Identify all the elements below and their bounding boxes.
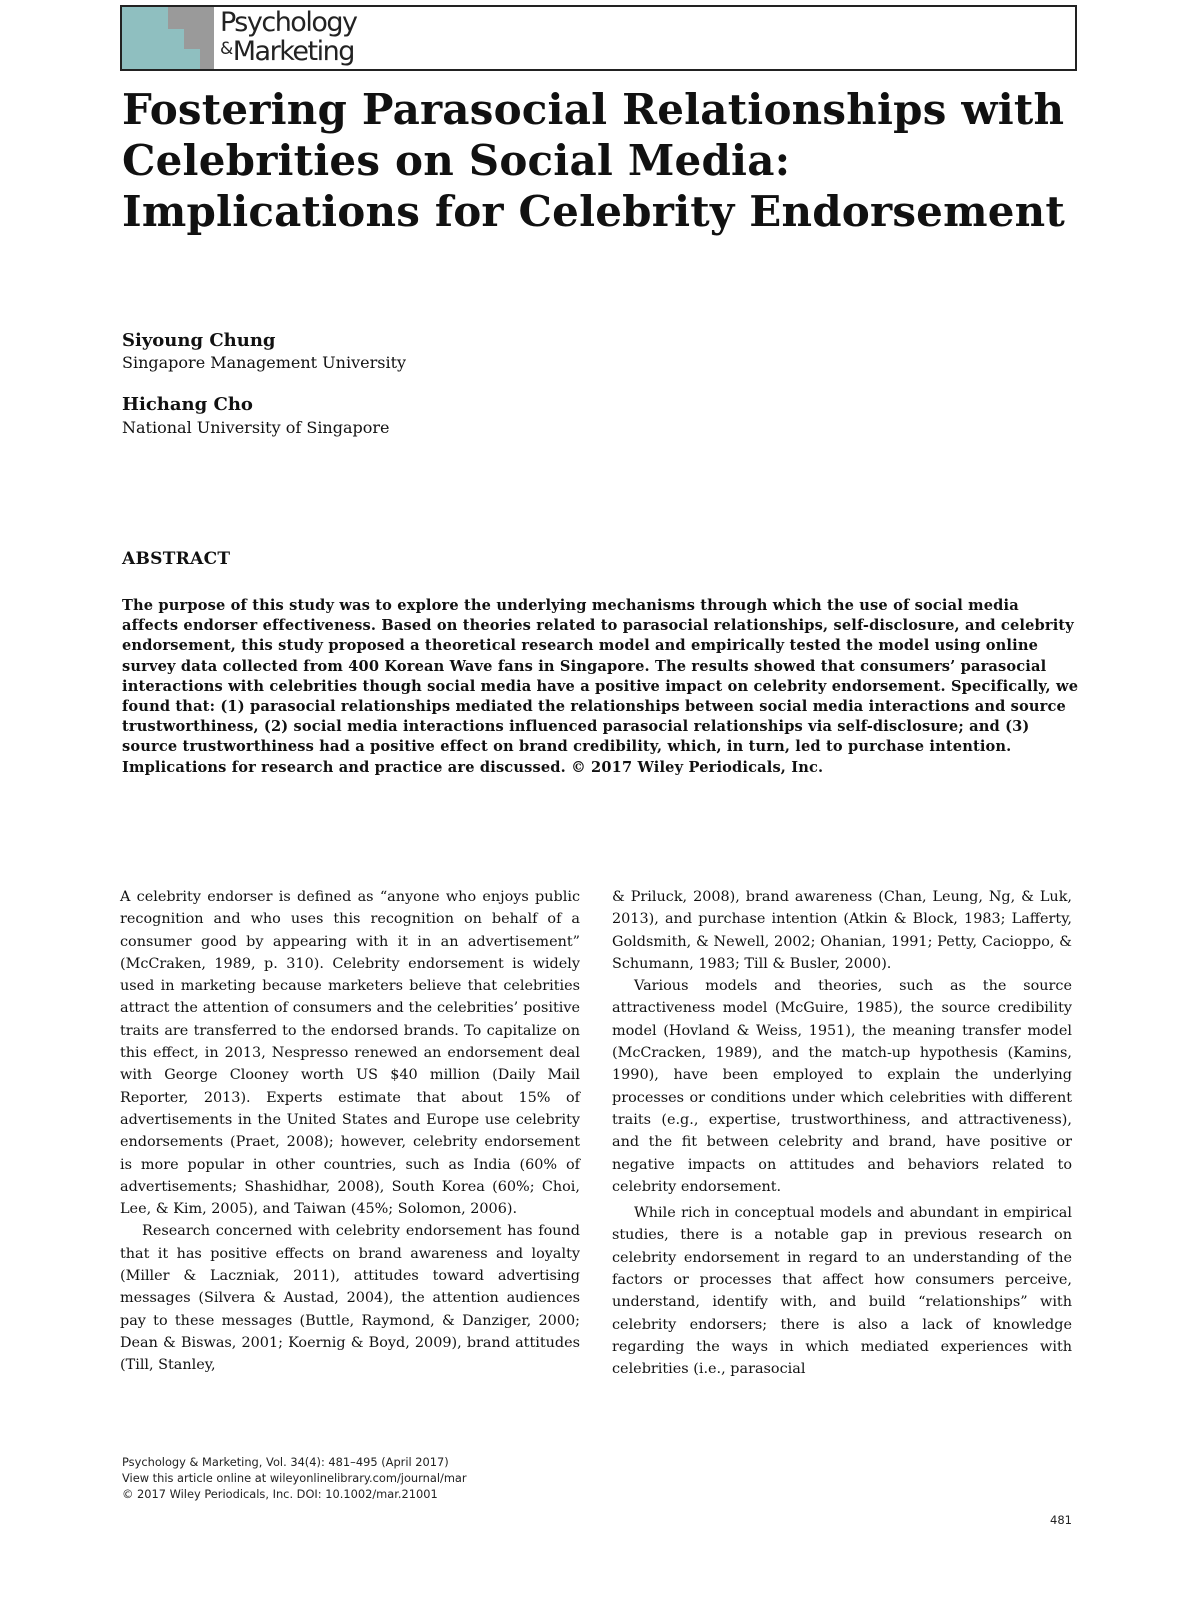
journal-masthead	[120, 5, 1077, 71]
logo-line-1: Psychology	[220, 7, 357, 38]
logo-line-2	[220, 36, 356, 65]
body-paragraph: A celebrity endorser is defined as “anyone who enjoys public recognition and who uses this recognition on behalf of a consumer good by appearing with it in an advertisement” (McCraken, 1989, p. 310). Celebrity endorsement is widely used in marketing because marketers believe that celebrities attract the attention of consumers and the celebrities’ positive traits are transferred to the endorsed brands. To capitalize on this effect, in 2013, Nespresso renewed an endorsement deal with George Clooney worth US $40 million (Daily Mail Reporter, 2013). Experts estimate that about 15% of advertisements in the United States and Europe use celebrity endorsements (Praet, 2008); however, celebrity endorsement is more popular in other countries, such as India (60% of advertisements; Shashidhar, 2008), South Korea (60%; Choi, Lee, & Kim, 2005), and Taiwan (45%; Solomon, 2006).	[120, 889, 580, 1218]
journal-logo-steps	[122, 7, 214, 69]
journal-logo-text	[220, 9, 356, 65]
abstract-heading: ABSTRACT	[122, 549, 231, 569]
footer-citation: Psychology & Marketing, Vol. 34(4): 481–495 (April 2017)	[122, 1455, 449, 1469]
author-2-affiliation: National University of Singapore	[122, 418, 390, 437]
logo-line-2-word: Marketing	[232, 36, 354, 67]
footer-online: View this article online at wileyonlinelibrary.com/journal/mar	[122, 1471, 467, 1485]
author-1-name: Siyoung Chung	[122, 330, 276, 351]
body-column-left	[120, 886, 580, 1377]
logo-ampersand: &	[220, 39, 232, 59]
body-column-right	[612, 886, 1072, 1381]
body-paragraph: Research concerned with celebrity endorsement has found that it has positive effects on brand awareness and loyalty (Miller & Laczniak, 2011), attitudes toward advertising messages (Silvera & Austad, 2004), the attention audiences pay to these messages (Buttle, Raymond, & Danziger, 2000; Dean & Biswas, 2001; Koernig & Boyd, 2009), brand attitudes (Till, Stanley,	[120, 1223, 580, 1374]
body-paragraph: While rich in conceptual models and abundant in empirical studies, there is a notable gap in previous research on celebrity endorsement in regard to an understanding of the factors or processes that affect how consumers perceive, understand, identify with, and build “relationships” with celebrity endorsers; there is also a lack of knowledge regarding the ways in which mediated experiences with celebrities (i.e., parasocial	[612, 1205, 1072, 1378]
abstract-text: The purpose of this study was to explore the underlying mechanisms through which the use of social media affects endorser effectiveness. Based on theories related to parasocial relationships, self-disclosure, and celebrity endorsement, this study proposed a theoretical research model and empirically tested the model using online survey data collected from 400 Korean Wave fans in Singapore. The results showed that consumers’ parasocial interactions with celebrities though social media have a positive impact on celebrity endorsement. Specifically, we found that: (1) parasocial relationships mediated the relationships between social media interactions and source trustworthiness, (2) social media interactions influenced parasocial relationships via self-disclosure; and (3) source trustworthiness had a positive effect on brand credibility, which, in turn, led to purchase intention. Implications for research and practice are discussed. © 2017 Wiley Periodicals, Inc.	[122, 597, 1079, 776]
body-paragraph: Various models and theories, such as the source attractiveness model (McGuire, 1985), the source credibility model (Hovland & Weiss, 1951), the meaning transfer model (McCracken, 1989), and the match-up hypothesis (Kamins, 1990), have been employed to explain the underlying processes or conditions under which celebrities with different traits (e.g., expertise, trustworthiness, and attractiveness), and the fit between celebrity and brand, have positive or negative impacts on attitudes and behaviors related to celebrity endorsement.	[612, 978, 1072, 1195]
article-title: Fostering Parasocial Relationships with Celebrities on Social Media: Implications for Celebrity Endorsement	[122, 85, 1065, 236]
page-number: 481	[1050, 1513, 1072, 1527]
footer-copyright: © 2017 Wiley Periodicals, Inc. DOI: 10.1002/mar.21001	[122, 1487, 438, 1501]
journal-footer	[122, 1454, 467, 1502]
body-paragraph: & Priluck, 2008), brand awareness (Chan, Leung, Ng, & Luk, 2013), and purchase intention (Atkin & Block, 1983; Lafferty, Goldsmith, & Newell, 2002; Ohanian, 1991; Petty, Cacioppo, & Schumann, 1983; Till & Busler, 2000).	[612, 889, 1072, 972]
author-2-name: Hichang Cho	[122, 394, 253, 415]
author-1-affiliation: Singapore Management University	[122, 353, 407, 372]
